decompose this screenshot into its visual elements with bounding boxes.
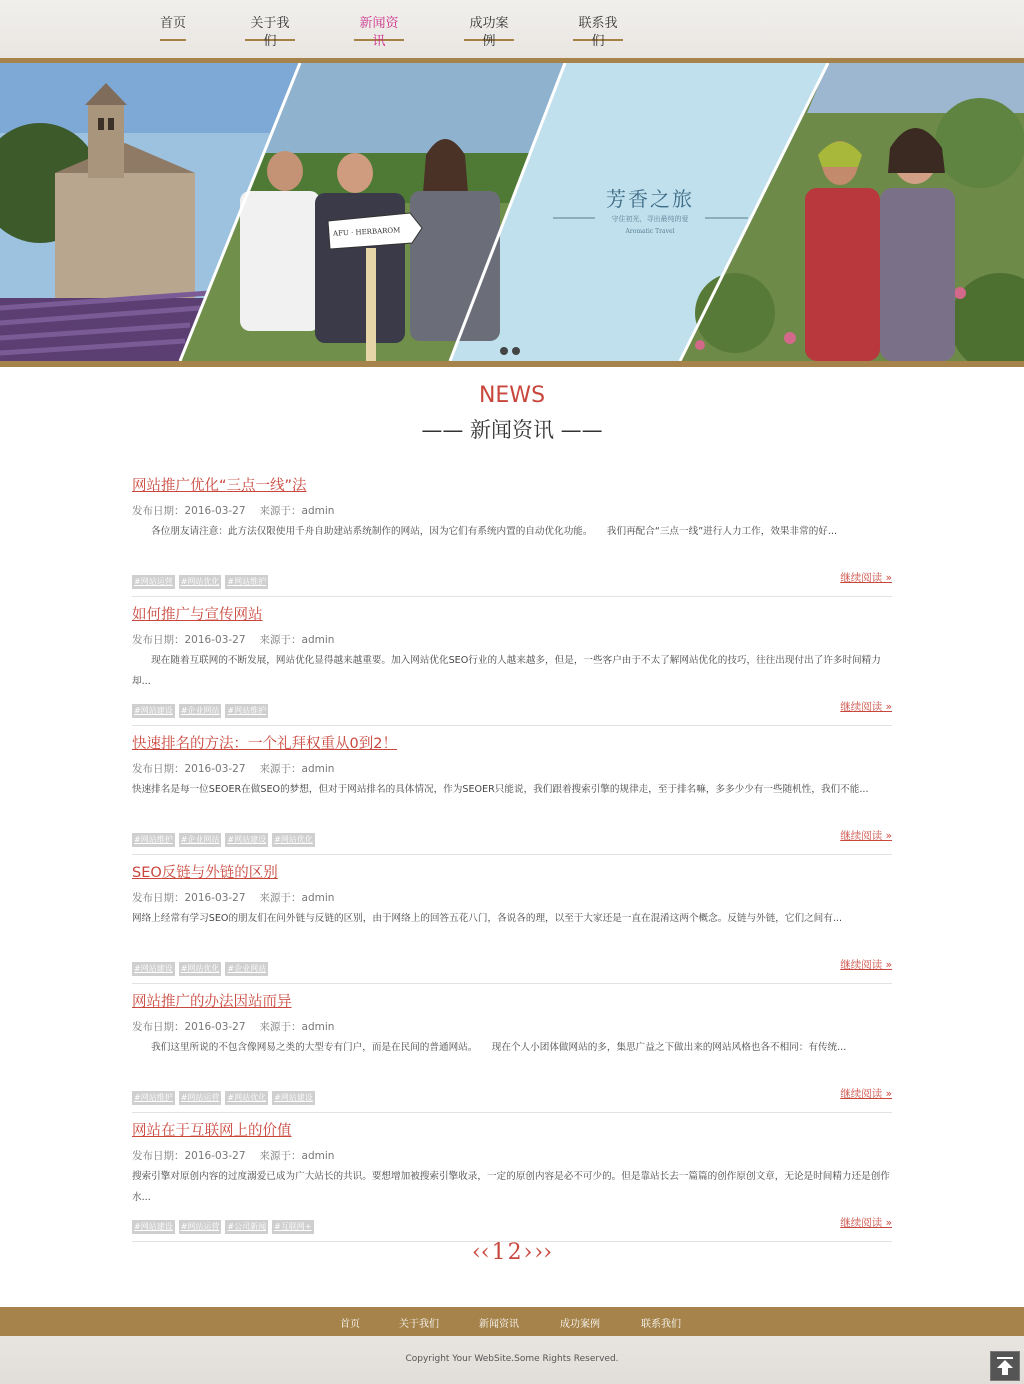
nav-item-cases[interactable]: 成功案例 bbox=[464, 15, 514, 41]
section-title-en: NEWS bbox=[478, 383, 546, 408]
news-summary: 我们这里所说的不包含像网易之类的大型专有门户，而是在民间的普通网站。 现在个人小团体做网站的多，集思广益之下做出来的网站风格也各不相同：有传统... bbox=[132, 1042, 847, 1053]
section-title-zh: —— 新闻资讯 —— bbox=[421, 418, 603, 442]
news-summary: 网络上经常有学习SEO的朋友们在问外链与反链的区别，由于网络上的回答五花八门，各说各的理，以至于大家还是一直在混淆这两个概念。反链与外链，它们之间有... bbox=[132, 913, 843, 924]
footer-nav bbox=[0, 1307, 1024, 1336]
news-date: 发布日期：2016-03-27 bbox=[132, 505, 246, 517]
news-date: 发布日期：2016-03-27 bbox=[132, 892, 246, 904]
news-tag[interactable]: #网站运营 bbox=[179, 1091, 222, 1105]
news-tag[interactable]: #公司新闻 bbox=[225, 1220, 268, 1234]
pager-prev[interactable]: ‹‹ bbox=[471, 1240, 490, 1265]
nav-item-contact[interactable]: 联系我们 bbox=[573, 15, 623, 41]
news-tag[interactable]: #网站建设 bbox=[225, 833, 268, 847]
nav-item-home[interactable]: 首页 bbox=[160, 15, 186, 41]
news-item bbox=[132, 597, 892, 726]
news-tag[interactable]: #企业网站 bbox=[179, 833, 222, 847]
news-summary: 快速排名是每一位SEOER在做SEO的梦想，但对于网站排名的具体情况，作为SEOER只能说，我们跟着搜索引擎的规律走，至于排名嘛，多多少少有一些随机性，我们不能... bbox=[132, 784, 869, 795]
news-tags bbox=[132, 827, 319, 844]
pagination bbox=[0, 1240, 1024, 1265]
news-title-link[interactable]: SEO反链与外链的区别 bbox=[132, 865, 278, 881]
pager-last[interactable]: ›› bbox=[534, 1240, 553, 1265]
news-title-link[interactable]: 快速排名的方法：一个礼拜权重从0到2！ bbox=[132, 736, 397, 752]
read-more-link[interactable]: 继续阅读 » bbox=[840, 830, 892, 842]
read-more-link[interactable]: 继续阅读 » bbox=[840, 1217, 892, 1229]
news-source: 来源于：admin bbox=[259, 1150, 335, 1162]
banner-subtitle: 守住初光，寻出最纯的爱 bbox=[611, 215, 689, 223]
news-tags bbox=[132, 1214, 318, 1231]
news-tag[interactable]: #网站运营 bbox=[179, 1220, 222, 1234]
news-meta bbox=[132, 1148, 334, 1163]
read-more-link[interactable]: 继续阅读 » bbox=[840, 1088, 892, 1100]
pager-page-2[interactable]: 2 bbox=[507, 1240, 522, 1265]
news-item bbox=[132, 726, 892, 855]
news-tag[interactable]: #网站维护 bbox=[225, 575, 268, 589]
news-summary: 搜索引擎对原创内容的过度溺爱已成为广大站长的共识。要想增加被搜索引擎收录，一定的原创内容是必不可少的。但是靠站长去一篇篇的创作原创文章，无论是时间精力还是创作水... bbox=[132, 1171, 890, 1203]
news-tag[interactable]: #网站优化 bbox=[272, 833, 315, 847]
news-source: 来源于：admin bbox=[259, 763, 335, 775]
carousel-dot-1[interactable] bbox=[500, 347, 508, 355]
news-title-link[interactable]: 网站在于互联网上的价值 bbox=[132, 1123, 292, 1139]
news-tag[interactable]: #互联网+ bbox=[272, 1220, 313, 1234]
news-tag[interactable]: #企业网站 bbox=[225, 962, 268, 976]
news-tag[interactable]: #网站维护 bbox=[225, 704, 268, 718]
news-date: 发布日期：2016-03-27 bbox=[132, 1150, 246, 1162]
arrow-up-icon bbox=[991, 1352, 1019, 1380]
footer-nav-contact[interactable]: 联系我们 bbox=[641, 1319, 681, 1330]
footer-nav-news[interactable]: 新闻资讯 bbox=[479, 1319, 519, 1330]
news-tag[interactable]: #网站运营 bbox=[132, 575, 175, 589]
news-tag[interactable]: #企业网站 bbox=[179, 704, 222, 718]
news-source: 来源于：admin bbox=[259, 1021, 335, 1033]
read-more-link[interactable]: 继续阅读 » bbox=[840, 572, 892, 584]
carousel-dots bbox=[500, 340, 524, 359]
news-tags bbox=[132, 1085, 319, 1102]
news-source: 来源于：admin bbox=[259, 634, 335, 646]
news-tags bbox=[132, 569, 272, 586]
news-meta bbox=[132, 503, 334, 518]
news-list bbox=[132, 468, 892, 1242]
news-tag[interactable]: #网站优化 bbox=[179, 962, 222, 976]
news-tag[interactable]: #网站优化 bbox=[225, 1091, 268, 1105]
news-tag[interactable]: #网站优化 bbox=[179, 575, 222, 589]
news-title-link[interactable]: 网站推广的办法因站而异 bbox=[132, 994, 292, 1010]
news-item bbox=[132, 984, 892, 1113]
carousel-dot-2[interactable] bbox=[512, 347, 520, 355]
news-item bbox=[132, 1113, 892, 1242]
news-summary: 各位朋友请注意：此方法仅限使用千舟自助建站系统制作的网站，因为它们有系统内置的自动优化功能。 我们再配合“三点一线”进行人力工作，效果非常的好... bbox=[132, 526, 838, 537]
banner-subtitle-en: Aromatic Travel bbox=[625, 228, 675, 235]
news-tag[interactable]: #网站维护 bbox=[132, 1091, 175, 1105]
top-bar bbox=[0, 0, 1024, 58]
pager-next[interactable]: › bbox=[523, 1240, 533, 1265]
news-tag[interactable]: #网站维护 bbox=[132, 833, 175, 847]
nav-item-about[interactable]: 关于我们 bbox=[245, 15, 295, 41]
back-to-top-button[interactable] bbox=[990, 1351, 1020, 1381]
news-title-link[interactable]: 网站推广优化“三点一线”法 bbox=[132, 478, 307, 494]
news-date: 发布日期：2016-03-27 bbox=[132, 763, 246, 775]
news-tag[interactable]: #网站建设 bbox=[132, 962, 175, 976]
news-meta bbox=[132, 1019, 334, 1034]
news-summary: 现在随着互联网的不断发展，网站优化显得越来越重要。加入网站优化SEO行业的人越来越多，但是，一些客户由于不太了解网站优化的技巧，往往出现付出了许多时间精力却... bbox=[132, 655, 881, 687]
read-more-link[interactable]: 继续阅读 » bbox=[840, 701, 892, 713]
hero-banner[interactable] bbox=[0, 63, 1024, 361]
footer-bottom bbox=[0, 1336, 1024, 1384]
read-more-link[interactable]: 继续阅读 » bbox=[840, 959, 892, 971]
copyright-text: Copyright Your WebSite.Some Rights Reserved. bbox=[405, 1354, 619, 1364]
footer-nav-about[interactable]: 关于我们 bbox=[399, 1319, 439, 1330]
news-tags bbox=[132, 956, 272, 973]
news-item bbox=[132, 855, 892, 984]
news-source: 来源于：admin bbox=[259, 892, 335, 904]
banner-sign-text: AFU · HERBAROM bbox=[332, 226, 401, 238]
banner-title: 芳香之旅 bbox=[606, 187, 694, 211]
news-tag[interactable]: #网站建设 bbox=[272, 1091, 315, 1105]
news-date: 发布日期：2016-03-27 bbox=[132, 634, 246, 646]
main-nav bbox=[0, 0, 1024, 58]
news-source: 来源于：admin bbox=[259, 505, 335, 517]
footer-nav-cases[interactable]: 成功案例 bbox=[560, 1319, 600, 1330]
footer-nav-home[interactable]: 首页 bbox=[340, 1319, 360, 1330]
news-tags bbox=[132, 698, 272, 715]
banner-illustration bbox=[0, 63, 1024, 361]
news-title-link[interactable]: 如何推广与宣传网站 bbox=[132, 607, 263, 623]
news-meta bbox=[132, 761, 334, 776]
news-tag[interactable]: #网站建设 bbox=[132, 1220, 175, 1234]
pager-page-1[interactable]: 1 bbox=[491, 1240, 506, 1265]
news-meta bbox=[132, 632, 334, 647]
news-date: 发布日期：2016-03-27 bbox=[132, 1021, 246, 1033]
banner-frame bbox=[0, 58, 1024, 367]
news-tag[interactable]: #网站建设 bbox=[132, 704, 175, 718]
nav-item-news[interactable]: 新闻资讯 bbox=[354, 15, 404, 41]
news-meta bbox=[132, 890, 334, 905]
news-item bbox=[132, 468, 892, 597]
